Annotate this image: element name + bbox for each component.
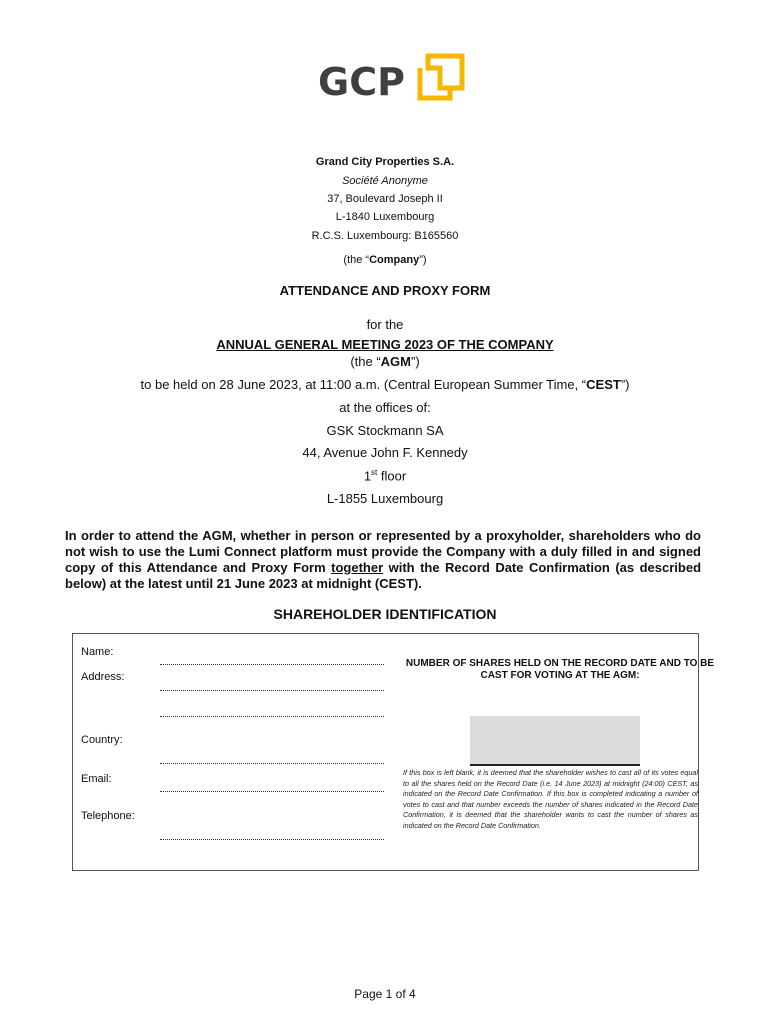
address-field-line2[interactable]	[160, 716, 384, 717]
agm-term-bold: AGM	[380, 354, 411, 369]
telephone-field[interactable]	[160, 839, 384, 840]
country-label: Country:	[81, 734, 123, 746]
meeting-date-line	[0, 377, 770, 392]
cest-term-bold: CEST	[586, 377, 621, 392]
address-label: Address:	[81, 671, 125, 683]
logo-text: GCP	[318, 60, 405, 104]
held-prefix: to be held on 28 June 2023, at 11:00 a.m. (Central European Summer Time, “	[140, 377, 587, 392]
page-number: Page 1 of 4	[354, 987, 416, 1001]
agm-defined-term	[0, 354, 770, 369]
name-field[interactable]	[160, 664, 384, 665]
venue-name: GSK Stockmann SA	[326, 423, 444, 438]
defined-suffix: ”)	[419, 254, 427, 266]
venue-floor	[0, 468, 770, 483]
venue-city: L-1855 Luxembourg	[326, 491, 444, 506]
notice-text-2: with the Record Date Confirmation (as described below) at the latest until 21 June 2023 at midnight (CEST).	[65, 560, 702, 591]
notice-text-1: In order to attend the AGM, whether in person or represented by a proxyholder, shareholders who do not wish to use the Lumi Connect platform must provide the Company with a duly filled in and signed copy of this Attendance and Proxy Form	[65, 528, 701, 575]
company-legal-form: Société Anonyme	[342, 175, 428, 187]
section-title: SHAREHOLDER IDENTIFICATION	[273, 606, 497, 622]
shares-note: If this box is left blank, it is deemed that the shareholder wishes to cast all of its votes equal to all the shares held on the Record Date (i.e. 14 June 2023) at midnight (24:00) CEST, as indicated on the Record Date Confirmation. If this box is completed indicating a number of votes to cast and that number exceeds the number of shares indicated in the Record Date Confirmation, it is deemed that the shareholder wants to cast the number of shares as indicated on the Record Date Confirmation.	[403, 768, 698, 830]
email-field[interactable]	[160, 791, 384, 792]
company-address-line2: L-1840 Luxembourg	[335, 211, 435, 223]
offices-label: at the offices of:	[339, 400, 431, 415]
attendance-notice	[65, 528, 701, 592]
shares-count-input[interactable]	[470, 716, 640, 766]
form-title: ATTENDANCE AND PROXY FORM	[279, 283, 491, 298]
company-defined-term	[0, 254, 770, 266]
name-label: Name:	[81, 646, 114, 658]
shares-title: NUMBER OF SHARES HELD ON THE RECORD DATE AND TO BE CAST FOR VOTING AT THE AGM:	[405, 658, 715, 681]
meeting-name: ANNUAL GENERAL MEETING 2023 OF THE COMPANY	[216, 337, 554, 352]
email-label: Email:	[81, 773, 112, 785]
floor-superscript: st	[371, 468, 378, 477]
company-name: Grand City Properties S.A.	[315, 156, 455, 168]
floor-word: floor	[377, 468, 407, 484]
address-field-line1[interactable]	[160, 690, 384, 691]
defined-prefix: (the “	[343, 254, 370, 266]
gcp-logo-mark-icon	[406, 52, 466, 102]
company-rcs: R.C.S. Luxembourg: B165560	[311, 230, 459, 242]
defined-term-bold: Company	[369, 254, 420, 266]
notice-underlined: together	[331, 560, 384, 575]
floor-number: 1	[363, 468, 372, 484]
country-field[interactable]	[160, 763, 384, 764]
held-suffix: ”)	[620, 377, 630, 392]
agm-prefix: (the “	[350, 354, 381, 369]
company-address-line1: 37, Boulevard Joseph II	[327, 193, 443, 205]
agm-suffix: ”)	[411, 354, 420, 369]
telephone-label: Telephone:	[81, 810, 135, 822]
venue-street: 44, Avenue John F. Kennedy	[302, 445, 468, 460]
for-the-text: for the	[366, 317, 404, 332]
company-logo	[318, 52, 468, 107]
